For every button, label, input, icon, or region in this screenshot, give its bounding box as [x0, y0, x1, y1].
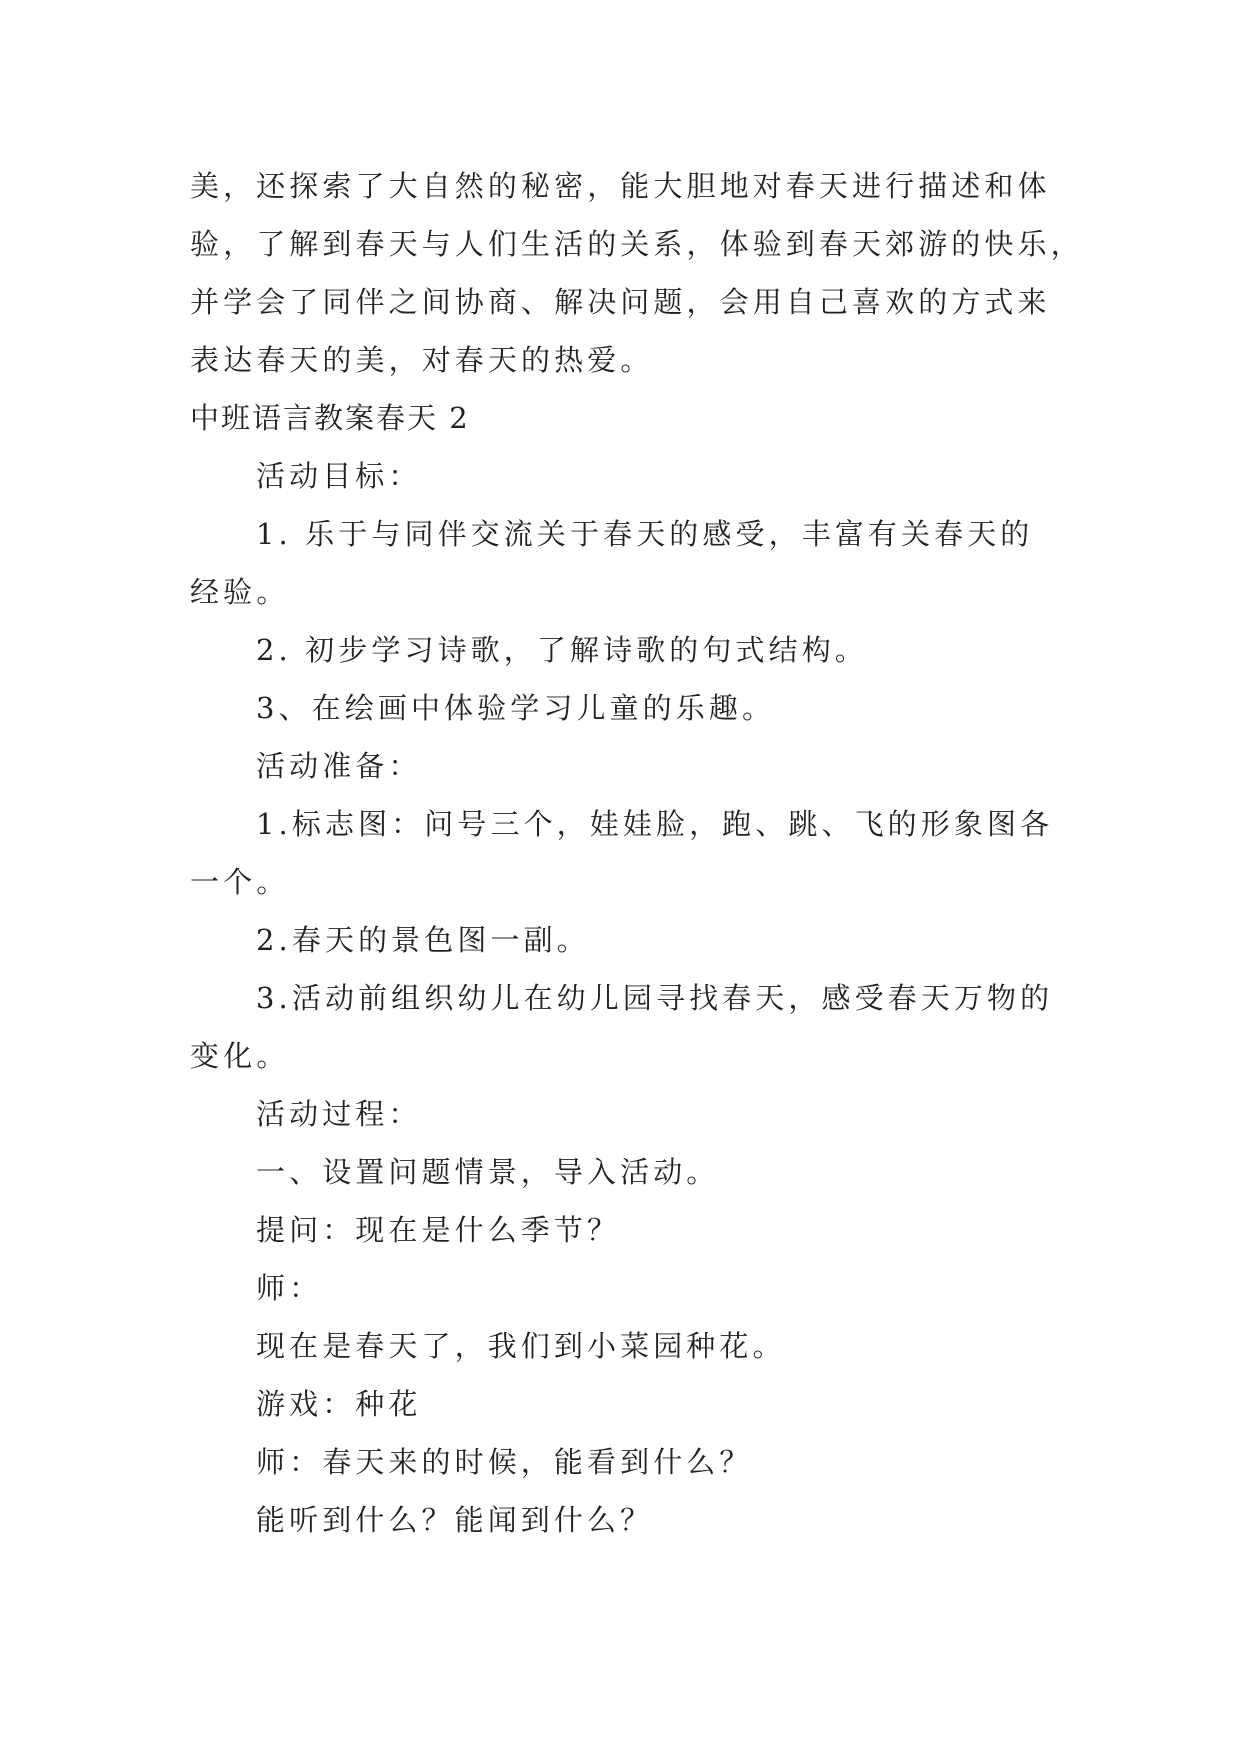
subheading-process: 活动过程：	[256, 1097, 422, 1131]
text-line: 美，还探索了大自然的秘密，能大胆地对春天进行描述和体	[190, 169, 1051, 203]
text-line: 1. 乐于与同伴交流关于春天的感受，丰富有关春天的	[256, 517, 1034, 551]
text-line: 3.活动前组织幼儿在幼儿园寻找春天，感受春天万物的	[256, 981, 1054, 1015]
text-line: 并学会了同伴之间协商、解决问题，会用自己喜欢的方式来	[190, 285, 1051, 319]
text-line: 能听到什么？能闻到什么？	[256, 1503, 654, 1537]
text-line: 现在是春天了，我们到小菜园种花。	[256, 1329, 786, 1363]
text-line: 师：	[256, 1271, 323, 1305]
text-line: 2.春天的景色图一副。	[256, 923, 590, 957]
text-line: 提问：现在是什么季节？	[256, 1213, 621, 1247]
text-line: 验，了解到春天与人们生活的关系，体验到春天郊游的快乐，	[190, 227, 1084, 261]
text-line: 2. 初步学习诗歌，了解诗歌的句式结构。	[256, 633, 868, 667]
subheading-goals: 活动目标：	[256, 459, 422, 493]
text-line: 表达春天的美，对春天的热爱。	[190, 343, 654, 377]
text-line: 变化。	[190, 1039, 290, 1073]
text-line: 师：春天来的时候，能看到什么？	[256, 1445, 753, 1479]
text-line: 经验。	[190, 575, 290, 609]
text-line: 游戏：种花	[256, 1387, 422, 1421]
text-line: 1.标志图：问号三个，娃娃脸，跑、跳、飞的形象图各	[256, 807, 1054, 841]
text-line: 3、在绘画中体验学习儿童的乐趣。	[256, 691, 776, 725]
section-heading: 中班语言教案春天 2	[190, 401, 470, 435]
text-line: 一、设置问题情景，导入活动。	[256, 1155, 720, 1189]
subheading-preparation: 活动准备：	[256, 749, 422, 783]
text-line: 一个。	[190, 865, 290, 899]
